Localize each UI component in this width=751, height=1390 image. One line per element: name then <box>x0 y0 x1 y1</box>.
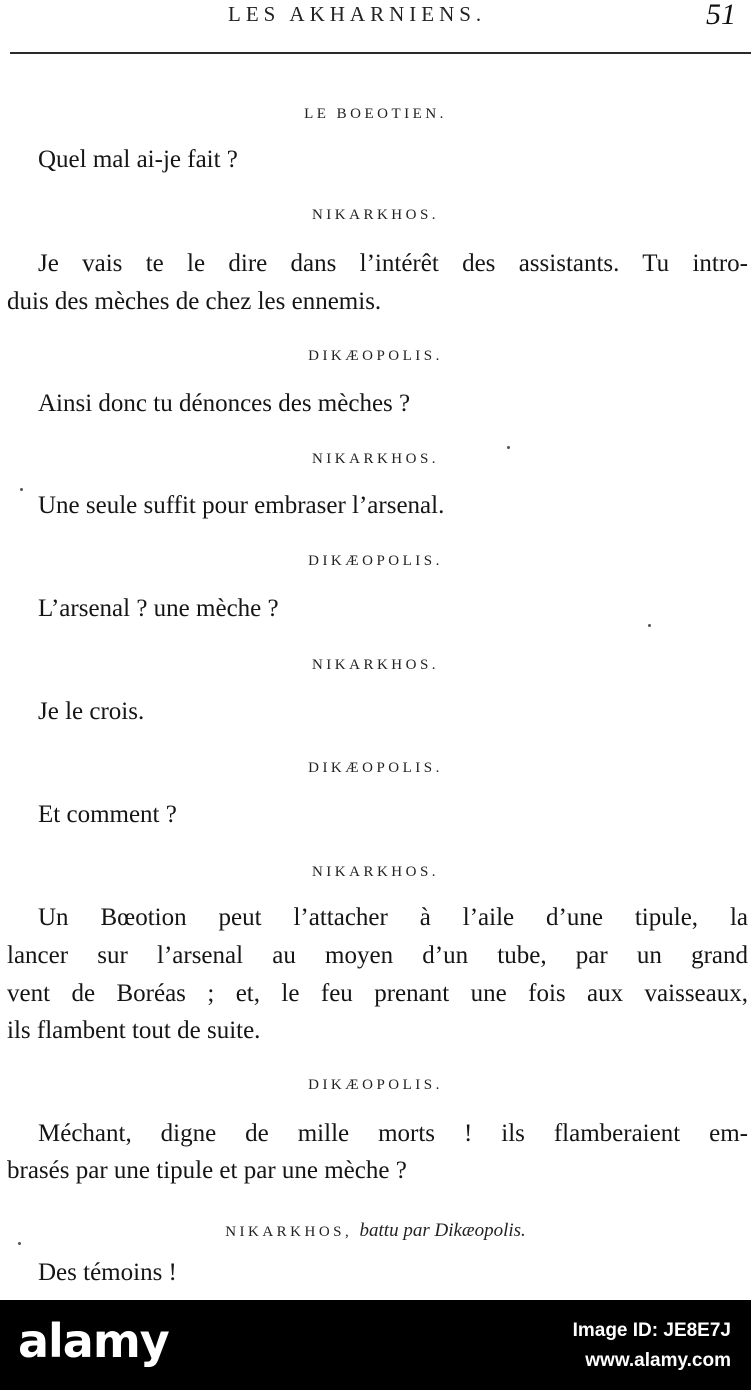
scan-speck <box>648 624 651 627</box>
speaker-label: DIKÆOPOLIS. <box>308 348 443 364</box>
running-head <box>0 0 751 40</box>
dialogue-line: Je le crois. <box>38 698 145 725</box>
speaker-label: NIKARKHOS. <box>311 657 440 673</box>
speaker-label: NIKARKHOS. <box>311 864 440 880</box>
dialogue-line: Et comment ? <box>38 801 177 828</box>
dialogue-line: lancer sur l’arsenal au moyen d’un tube, par un grand <box>7 942 748 969</box>
speaker-label: DIKÆOPOLIS. <box>308 1077 443 1093</box>
speaker-label: NIKARKHOS. <box>311 207 440 223</box>
dialogue-line: Quel mal ai-je fait ? <box>38 146 238 173</box>
dialogue-line: brasés par une tipule et par une mèche ? <box>7 1157 407 1184</box>
dialogue-line: Je vais te le dire dans l’intérêt des assistants. Tu intro- <box>38 250 748 277</box>
scan-speck <box>20 488 23 491</box>
scan-speck <box>18 1242 21 1245</box>
dialogue-line: Une seule suffit pour embraser l’arsenal. <box>38 492 445 519</box>
dialogue-line: Méchant, digne de mille morts ! ils flamberaient em- <box>38 1120 748 1147</box>
dialogue-line: Ainsi donc tu dénonces des mèches ? <box>38 390 411 417</box>
header-rule <box>10 52 751 54</box>
dialogue-line: vent de Boréas ; et, le feu prenant une fois aux vaisseaux, <box>7 980 748 1007</box>
dialogue-line: ils flambent tout de suite. <box>7 1017 261 1044</box>
dialogue-line: Un Bœotion peut l’attacher à l’aile d’une tipule, la <box>38 904 748 931</box>
speaker-label-with-direction <box>0 1220 751 1242</box>
image-id: Image ID: JE8E7J <box>572 1320 731 1341</box>
speaker-label: NIKARKHOS, <box>225 1224 353 1240</box>
dialogue-line: L’arsenal ? une mèche ? <box>38 595 279 622</box>
speaker-label: DIKÆOPOLIS. <box>308 760 443 776</box>
stage-direction: battu par Dikæopolis. <box>359 1220 526 1241</box>
dialogue-line: Des témoins ! <box>38 1259 177 1286</box>
dialogue-line: duis des mèches de chez les ennemis. <box>7 288 382 315</box>
site-url: www.alamy.com <box>585 1350 731 1371</box>
speaker-label: LE BOEOTIEN. <box>304 106 447 122</box>
scan-speck <box>507 446 510 449</box>
speaker-label: DIKÆOPOLIS. <box>308 553 443 569</box>
speaker-label: NIKARKHOS. <box>311 451 440 467</box>
alamy-logo: alamy <box>18 1314 169 1368</box>
page-number: 51 <box>706 0 736 31</box>
running-title: LES AKHARNIENS. <box>228 2 487 26</box>
watermark-bar <box>0 1300 751 1390</box>
